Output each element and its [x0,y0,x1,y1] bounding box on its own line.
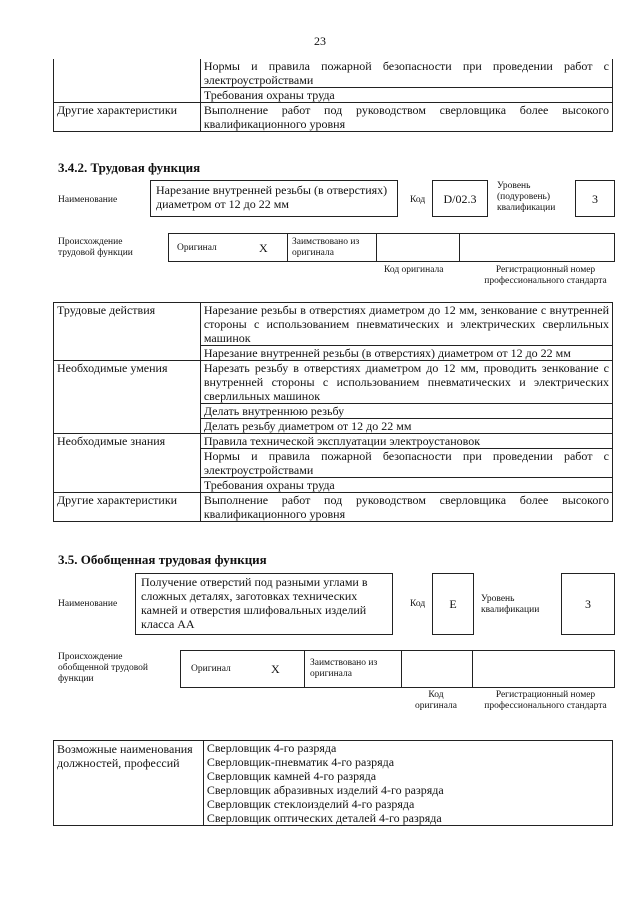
original-box [180,650,305,688]
code-label: Код [410,195,426,205]
orig-code-label: Код оригинала [415,690,457,711]
level-label: Уровень квалификации [481,594,540,615]
table-row: Требования охраны труда [200,478,612,493]
section-heading-35: 3.5. Обобщенная трудовая функция [58,552,267,567]
original-mark: X [271,662,280,676]
level-box: 3 [561,573,615,635]
generalized-function-name-box: Получение отверстий под разными углами в сложных деталях, заготовках технических камней и отверстия шлифовальных изделий класса АА [135,573,393,635]
original-code-box [401,650,473,688]
borrowed-label: Заимствовано из оригинала [292,237,360,258]
reg-number-box [472,650,615,688]
table-row: Нарезать резьбу в отверстиях диаметром до 12 мм, проводить зенкование с внутренней стороны с использованием пневматических и электрических сверлильных машинок [200,361,612,404]
original-label: Оригинал [191,664,231,674]
table-row: Правила технической эксплуатации электроустановок [200,434,612,449]
name-label: Наименование [58,599,118,609]
list-item: Сверловщик 4-го разряда [203,741,612,756]
reg-num-label: Регистрационный номер профессионального стандарта [484,265,607,286]
function-name-box: Нарезание внутренней резьбы (в отверстиях) диаметром от 12 до 22 мм [150,180,398,217]
code-label: Код [410,599,426,609]
level-box: 3 [575,180,615,217]
table-row: Выполнение работ под руководством сверловщика более высокого квалификационного уровня [200,103,612,132]
table-left-cell: Другие характеристики [54,103,201,132]
reg-num-label: Регистрационный номер профессионального стандарта [484,690,607,711]
table-row: Делать резьбу диаметром от 12 до 22 мм [200,419,612,434]
list-item: Сверловщик камней 4-го разряда [203,769,612,783]
name-label: Наименование [58,195,118,205]
origin-label: Происхождение трудовой функции [58,237,133,258]
reg-number-box [459,233,615,262]
table-row: Делать внутреннюю резьбу [200,404,612,419]
list-item: Сверловщик стеклоизделий 4-го разряда [203,797,612,811]
borrowed-box [287,233,377,262]
code-box: E [432,573,474,635]
table-row: Нормы и правила пожарной безопасности при проведении работ с электроустройствами [200,449,612,478]
top-continuation-table [53,59,613,132]
borrowed-label: Заимствовано из оригинала [310,658,378,679]
group-title: Другие характеристики [54,493,201,522]
list-item: Сверловщик абразивных изделий 4-го разряда [203,783,612,797]
table-left-cell-empty [54,59,201,103]
function-details-table [53,302,613,522]
list-item: Сверловщик оптических деталей 4-го разряда [203,811,612,826]
group-title: Необходимые умения [54,361,201,434]
original-code-box [376,233,460,262]
orig-code-label: Код оригинала [384,265,444,275]
original-box [168,233,288,262]
group-title: Трудовые действия [54,303,201,361]
original-label: Оригинал [177,243,217,253]
positions-table [53,740,613,826]
table-row: Требования охраны труда [200,88,612,103]
borrowed-box [304,650,402,688]
section-heading-342: 3.4.2. Трудовая функция [58,160,201,175]
original-mark: X [259,241,268,255]
table-row: Выполнение работ под руководством сверловщика более высокого квалификационного уровня [200,493,612,522]
group-title: Необходимые знания [54,434,201,493]
list-item: Сверловщик-пневматик 4-го разряда [203,755,612,769]
origin-label: Происхождение обобщенной трудовой функции [58,652,148,684]
code-box: D/02.3 [432,180,488,217]
table-row: Нарезание резьбы в отверстиях диаметром до 12 мм, зенкование с внутренней стороны с использованием пневматических и электрических сверлильных машинок [200,303,612,346]
page-number: 23 [314,34,326,48]
level-label: Уровень (подуровень) квалификации [497,181,556,213]
positions-title: Возможные наименования должностей, профессий [54,741,204,826]
table-row: Нормы и правила пожарной безопасности при проведении работ с электроустройствами [200,59,612,88]
table-row: Нарезание внутренней резьбы (в отверстиях) диаметром от 12 до 22 мм [200,346,612,361]
